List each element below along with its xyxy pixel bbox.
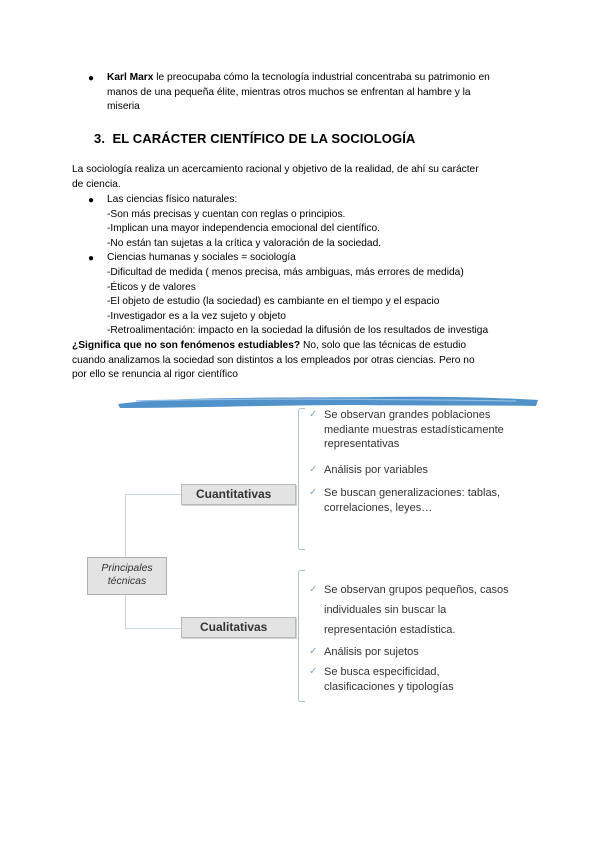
para1-line-2: de ciencia. [72,178,121,190]
item-line: clasificaciones y tipologías [324,680,454,693]
list2-item: -Dificultad de medida ( menos precisa, más ambiguas, más errores de medida) [107,267,464,278]
item-line: Se observan grandes poblaciones [324,409,491,421]
root-line-2: técnicas [107,575,147,587]
tree-connector [125,628,181,629]
question-line-3: por ello se renuncia al rigor científico [72,369,238,381]
list1-item: -Implican una mayor independencia emocional del científico. [107,223,380,235]
qualitative-label: Cualitativas [200,620,268,634]
list2-item: -Retroalimentación: impacto en la sociedad la difusión de los resultados de investiga [107,325,489,337]
intro-bullet [107,71,490,115]
qualitative-node [181,617,296,638]
intro-line-3: miseria [107,101,140,113]
list2-item: -Éticos y de valores [107,281,196,293]
quantitative-item [309,486,501,515]
intro-line-2: manos de una pequeña élite, mientras otros muchos se enfrentan al hambre y la [107,86,471,98]
list2-head: Ciencias humanas y sociales = sociología [107,252,296,264]
item-line: correlaciones, leyes… [324,501,433,514]
paragraph-1 [72,163,479,192]
list2-item: -El objeto de estudio (la sociedad) es cambiante en el tiempo y el espacio [107,296,440,308]
list1-item: -No están tan sujetas a la crítica y valoración de la sociedad. [107,237,382,249]
qualitative-bracket [298,570,305,702]
check-icon: ✓ [309,666,318,677]
item-line: mediante muestras estadísticamente [324,423,504,436]
qualitative-item [309,645,419,660]
item-line: individuales sin buscar la [324,604,447,616]
section-heading [94,131,415,146]
list1-head: Las ciencias físico naturales: [107,194,238,205]
bullet-dot: ● [88,73,95,84]
item-line: representación estadística. [324,624,456,636]
check-icon: ✓ [309,409,318,420]
quantitative-node [181,484,296,505]
quantitative-item [309,463,428,478]
item-line: representativas [324,438,400,450]
item-line: Análisis por variables [324,464,428,476]
qualitative-item [309,580,509,640]
qualitative-item [309,665,454,694]
question-bold: ¿Significa que no son fenómenos estudiables? [72,340,301,351]
list1-item: -Son más precisas y cuentan con reglas o principios. [107,208,346,220]
karl-marx-name: Karl Marx [107,72,154,83]
check-icon: ✓ [309,487,318,498]
list2-item: -Investigador es a la vez sujeto y objeto [107,310,286,322]
root-node [87,557,167,595]
root-line-1: Principales [101,562,153,574]
quantitative-item [309,408,504,452]
check-icon: ✓ [309,464,318,475]
tree-connector [125,494,181,495]
check-icon: ✓ [309,584,318,595]
quantitative-bracket [298,408,305,550]
techniques-diagram [88,404,540,704]
item-line: Se observan grupos pequeños, casos [324,584,509,596]
question-paragraph [72,339,475,383]
item-line: Análisis por sujetos [324,646,419,658]
section-number: 3. [94,131,106,146]
item-line: Se buscan generalizaciones: tablas, [324,487,501,499]
check-icon: ✓ [309,646,318,657]
bullet-dot: ● [88,195,95,206]
question-line-1: No, solo que las técnicas de estudio [300,340,467,351]
intro-line-1: le preocupaba cómo la tecnología industrial concentraba su patrimonio en [153,72,490,83]
quantitative-label: Cuantitativas [196,487,272,501]
question-line-2: cuando analizamos la sociedad son distintos a los empleados por otras ciencias. Pero no [72,354,475,366]
section-title: EL CARÁCTER CIENTÍFICO DE LA SOCIOLOGÍA [112,131,416,146]
bullet-dot: ● [88,253,95,264]
item-line: Se busca especificidad, [324,666,440,678]
para1-line-1: La sociología realiza un acercamiento racional y objetivo de la realidad, de ahí su carácter [72,164,479,175]
